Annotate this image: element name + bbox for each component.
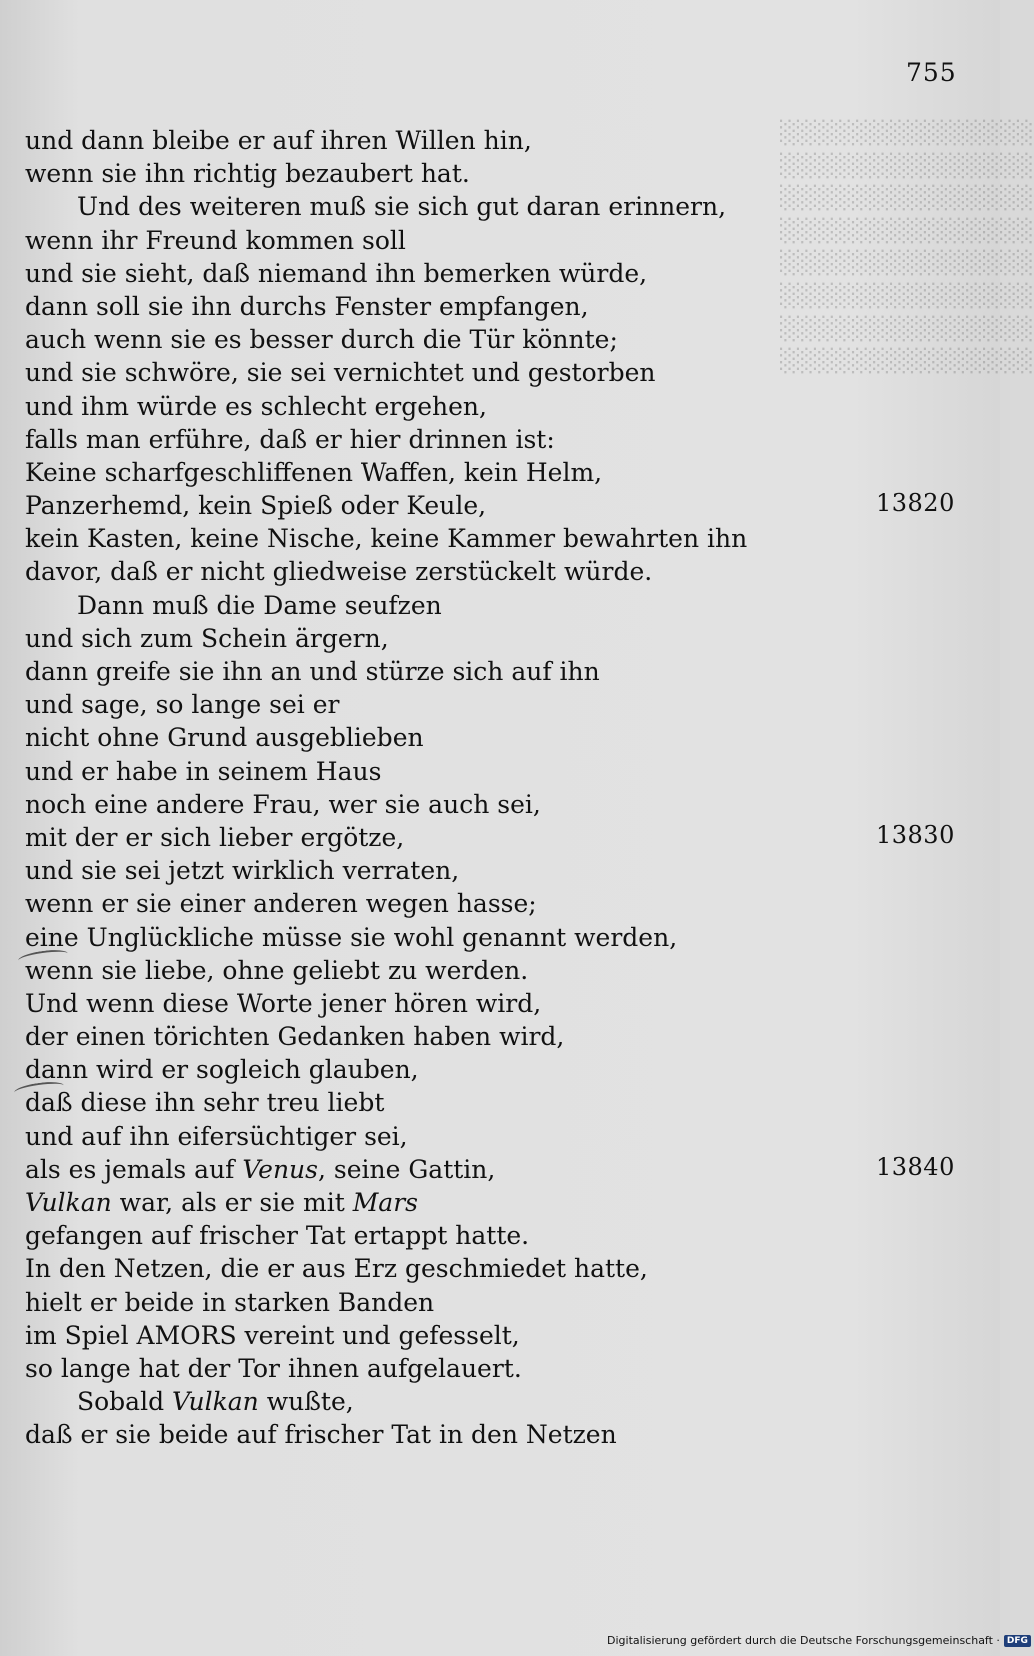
verse-line: [25, 1319, 747, 1352]
verse-line: [25, 1186, 747, 1219]
line-text: eine Unglückliche müsse sie wohl genannt werden,: [25, 922, 678, 952]
verse-line: [25, 854, 747, 887]
verse-line: [25, 655, 747, 688]
verse-line: [25, 522, 747, 555]
verse-line: [25, 190, 747, 223]
verse-line: [25, 589, 747, 622]
line-text: wenn sie ihn richtig bezaubert hat.: [25, 159, 470, 189]
italic-name: Vulkan: [172, 1387, 259, 1417]
verse-line: [25, 1120, 747, 1153]
footer-text: Digitalisierung gefördert durch die Deutsche Forschungsgemeinschaft ·: [607, 1634, 1000, 1647]
line-text: davor, daß er nicht gliedweise zerstückelt würde.: [25, 557, 653, 587]
verse-line: [25, 124, 747, 157]
verse-line: [25, 1352, 747, 1385]
verse-line: [25, 1385, 747, 1418]
verse-number: 13840: [876, 1153, 955, 1182]
italic-name: Vulkan: [25, 1188, 112, 1217]
line-text: noch eine andere Frau, wer sie auch sei,: [25, 789, 541, 819]
verse-line: [25, 1418, 747, 1451]
line-text: hielt er beide in starken Banden: [25, 1287, 435, 1317]
verse-line: [25, 456, 747, 489]
line-text: und sie sei jetzt wirklich verraten,: [25, 856, 460, 886]
verse-line: [25, 323, 747, 356]
line-text: Und wenn diese Worte jener hören wird,: [25, 988, 542, 1018]
line-text: Sobald: [77, 1387, 173, 1417]
line-text: und ihm würde es schlecht ergehen,: [25, 391, 487, 421]
verse-line: [25, 1086, 747, 1119]
italic-name: Venus: [242, 1154, 318, 1184]
verse-line: [25, 688, 747, 721]
line-text: und sich zum Schein ärgern,: [25, 623, 389, 653]
line-text: Panzerhemd, kein Spieß oder Keule,: [25, 491, 487, 521]
verse-line: [25, 489, 747, 522]
verse-line: [25, 954, 747, 987]
line-text: und sie schwöre, sie sei vernichtet und gestorben: [25, 358, 656, 388]
verse-line: [25, 1153, 747, 1186]
dfg-logo-icon: DFG: [1004, 1635, 1031, 1647]
verse-line: [25, 1053, 747, 1086]
verse-line: [25, 1219, 747, 1252]
line-text: und er habe in seinem Haus: [25, 756, 382, 786]
line-text: so lange hat der Tor ihnen aufgelauert.: [25, 1353, 522, 1383]
verse-line: [25, 1252, 747, 1285]
line-text: Keine scharfgeschliffenen Waffen, kein Helm,: [25, 457, 603, 487]
verse-line: [25, 290, 747, 323]
line-text: wenn ihr Freund kommen soll: [25, 225, 406, 255]
line-text: , seine Gattin,: [317, 1154, 496, 1184]
line-text: mit der er sich lieber ergötze,: [25, 822, 405, 852]
line-text: In den Netzen, die er aus Erz geschmiedet hatte,: [25, 1254, 648, 1284]
line-text: daß er sie beide auf frischer Tat in den Netzen: [25, 1420, 617, 1450]
line-text: auch wenn sie es besser durch die Tür könnte;: [25, 325, 618, 355]
line-text: nicht ohne Grund ausgeblieben: [25, 723, 424, 753]
line-text: dann soll sie ihn durchs Fenster empfangen,: [25, 291, 589, 321]
line-text: und auf ihn eifersüchtiger sei,: [25, 1121, 408, 1151]
line-text: und sage, so lange sei er: [25, 690, 340, 720]
line-text: wenn er sie einer anderen wegen hasse;: [25, 889, 537, 919]
verse-line: [25, 1020, 747, 1053]
verse-line: [25, 1286, 747, 1319]
verse-line: [25, 721, 747, 754]
verse-line: [25, 157, 747, 190]
line-text: und dann bleibe er auf ihren Willen hin,: [25, 126, 532, 155]
line-text: war, als er sie mit: [111, 1188, 353, 1217]
verse-line: [25, 423, 747, 456]
italic-name: Mars: [352, 1188, 418, 1217]
verse-line: [25, 987, 747, 1020]
verse-line: [25, 622, 747, 655]
line-text: und sie sieht, daß niemand ihn bemerken würde,: [25, 258, 648, 288]
verse-line: [25, 257, 747, 290]
verse-line: [25, 921, 747, 954]
verse-line: [25, 755, 747, 788]
line-text: der einen törichten Gedanken haben wird,: [25, 1022, 565, 1052]
line-text: kein Kasten, keine Nische, keine Kammer bewahrten ihn: [25, 524, 748, 554]
verse-line: [25, 788, 747, 821]
line-text: Und des weiteren muß sie sich gut daran erinnern,: [77, 192, 727, 222]
verse-line: [25, 224, 747, 257]
verse-text: [25, 124, 747, 1452]
line-text: dann greife sie ihn an und stürze sich auf ihn: [25, 657, 600, 686]
verse-line: [25, 390, 747, 423]
verse-line: [25, 356, 747, 389]
line-text: daß diese ihn sehr treu liebt: [25, 1088, 385, 1118]
line-text: als es jemals auf: [25, 1154, 243, 1184]
line-text: falls man erführe, daß er hier drinnen ist:: [25, 424, 555, 454]
verse-line: [25, 821, 747, 854]
verse-number: 13830: [876, 821, 955, 850]
reverse-side-bleed-through: ░░░░░░░░░░░░░░░ ░░░░░░░░░░░░░░░ ░░░░░░░░░░░░░░░ ░░░░░░░░░░░░░░░ ░░░░░░░░░░░░░░░ ░░░░░░░░░░░░░░░ ░░░░░░░░░░░░░░░ ░░░░░░░░░░░░░░░: [780, 121, 1034, 375]
line-text: wenn sie liebe, ohne geliebt zu werden.: [25, 955, 529, 985]
digitization-footer: [607, 1634, 1031, 1647]
page-number: 755: [906, 58, 957, 87]
line-text: Dann muß die Dame seufzen: [77, 590, 442, 620]
line-text: wußte,: [258, 1387, 354, 1417]
line-text: gefangen auf frischer Tat ertappt hatte.: [25, 1221, 530, 1251]
line-text: dann wird er sogleich glauben,: [25, 1055, 419, 1085]
line-text: im Spiel AMORS vereint und gefesselt,: [25, 1320, 520, 1350]
verse-line: [25, 887, 747, 920]
verse-line: [25, 555, 747, 588]
verse-number: 13820: [876, 489, 955, 518]
